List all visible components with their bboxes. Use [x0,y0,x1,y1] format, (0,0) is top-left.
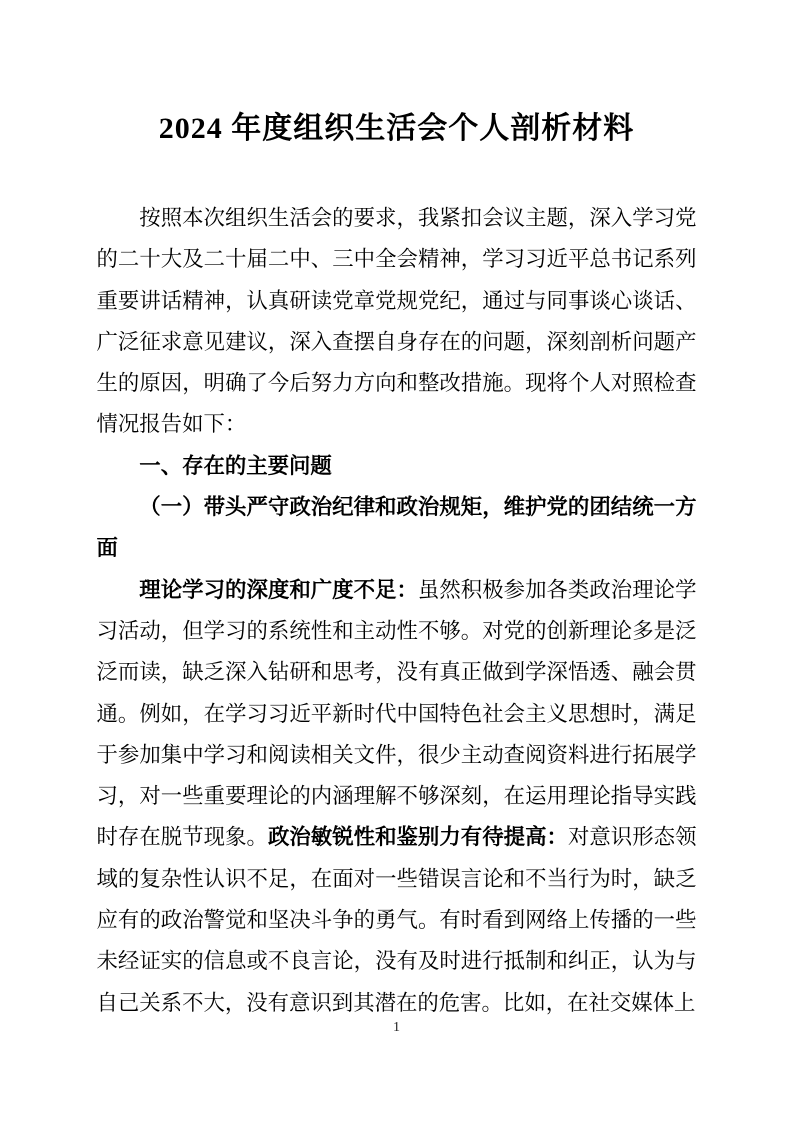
paragraph-heading2 [97,487,697,570]
paragraph-heading1 [97,446,697,487]
text-segment-bold: 政治敏锐性和鉴别力有待提高： [267,825,568,850]
text-segment: 对意识形态领域的复杂性认识不足，在面对一些错误言论和不当行为时，缺乏应有的政治警觉和坚决斗争的勇气。有时看到网络上传播的一些未经证实的信息或不良言论，没有及时进行抵制和纠正，认为与自己关系不大，没有意识到其潜在的危害。比如，在社交媒体上 [96,825,697,1015]
document-title: 2024 年度组织生活会个人剖析材料 [158,112,635,145]
text-segment: 虽然积极参加各类政治理论学习活动，但学习的系统性和主动性不够。对党的创新理论多是泛泛而读，缺乏深入钻研和思考，没有真正做到学深悟透、融会贯通。例如，在学习习近平新时代中国特色社会主义思想时，满足于参加集中学习和阅读相关文件，很少主动查阅资料进行拓展学习，对一些重要理论的内涵理解不够深刻，在运用理论指导实践时存在脱节现象。 [96,577,697,850]
text-segment-bold: 理论学习的深度和广度不足： [139,577,418,602]
page-number: 1 [393,1020,400,1035]
paragraph-body [97,198,697,446]
text-segment: 按照本次组织生活会的要求，我紧扣会议主题，深入学习党的二十大及二十届二中、三中全会精神，学习习近平总书记系列重要讲话精神，认真研读党章党规党纪，通过与同事谈心谈话、广泛征求意见建议，深入查摆自身存在的问题，深刻剖析问题产生的原因，明确了今后努力方向和整改措施。现将个人对照检查情况报告如下： [96,206,697,437]
text-segment-bold: （一）带头严守政治纪律和政治规矩，维护党的团结统一方面 [96,495,697,561]
text-segment-bold: 一、存在的主要问题 [139,453,332,478]
paragraph-body [97,570,697,1024]
document-body [97,198,697,1024]
